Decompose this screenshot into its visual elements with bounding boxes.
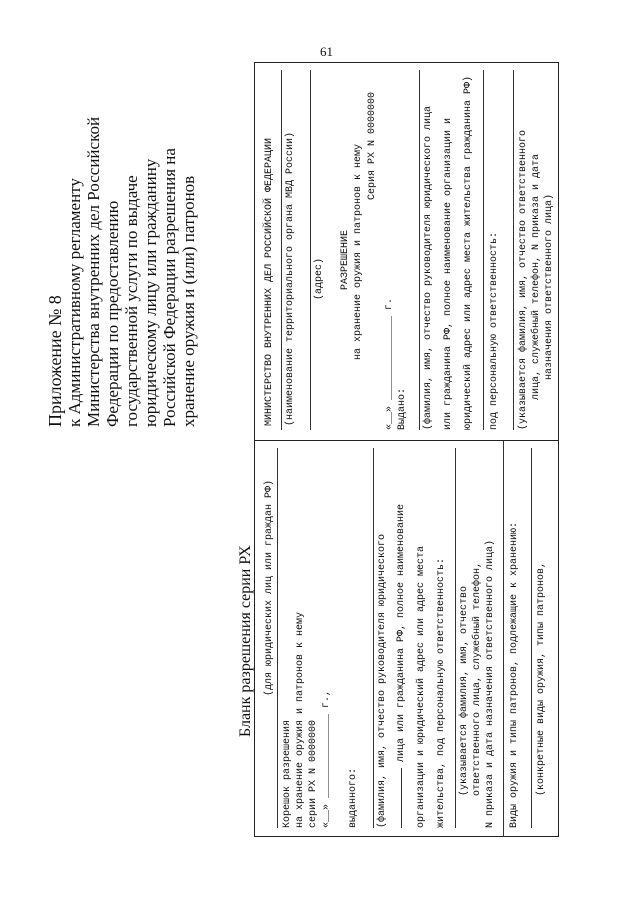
fill-line [513, 70, 514, 430]
heading-line: государственной услуги по выдаче [122, 175, 141, 427]
permit-hint: или гражданина РФ, полное наименование организации и [443, 117, 454, 430]
permit-subtitle: на хранение оружия и патронов к нему [353, 143, 364, 360]
fill-line [455, 448, 456, 828]
stub-date: «__» ______________ г., [321, 689, 332, 828]
stub-line: серии РХ N 0000000 [308, 719, 319, 828]
stub-hint: (фамилия, имя, отчество руководителя юридического [377, 533, 388, 828]
rotated-content [42, 62, 562, 837]
permit-hint: (наименование территориального органа МВД России) [285, 131, 296, 426]
appendix-heading [46, 67, 198, 427]
permit-hint: (фамилия, имя, отчество руководителя юридического лица [423, 105, 434, 430]
stub-note: (для юридических лиц или граждан РФ) [264, 479, 275, 696]
stub-hint: жительства, под персональную ответственность: [436, 557, 447, 828]
heading-line: к Административному регламенту [65, 178, 84, 427]
heading-line: Федерации по предоставлению [103, 200, 122, 427]
heading-line: Приложение № 8 [45, 295, 65, 427]
permit-hint: лица, служебный телефон, N приказа и дата [531, 153, 542, 400]
fill-line [419, 70, 420, 430]
permit-title: РАЗРЕШЕНИЕ [340, 229, 351, 290]
fill-line [483, 70, 484, 430]
page-number: 61 [320, 44, 333, 59]
section-line [503, 441, 504, 836]
fill-line [310, 70, 311, 430]
heading-line: хранение оружия и (или) патронов [179, 175, 198, 427]
fill-line [277, 448, 278, 828]
fill-line [531, 448, 532, 828]
permit-hint: назначения ответственного лица) [544, 193, 555, 380]
heading-line: Российской Федерации разрешения на [160, 148, 179, 427]
permit-stub [255, 441, 558, 836]
stub-hint: N приказа и дата назначения ответственного лица) [485, 539, 496, 828]
permit-hint: юридический адрес или адрес места жительства гражданина РФ) [463, 75, 474, 430]
permit-body [255, 61, 558, 440]
heading-line: Министерства внутренних дел Российской [84, 116, 103, 427]
stub-hint: организации и юридический адрес или адрес места [416, 545, 427, 828]
permit-ministry: МИНИСТЕРСТВО ВНУТРЕННИХ ДЕЛ РОССИЙСКОЙ ФЕДЕРАЦИИ [264, 137, 275, 426]
stub-hint: (указывается фамилия, имя, отчество [459, 585, 470, 796]
fill-line [401, 768, 402, 828]
fill-line [281, 70, 282, 430]
stub-line: на хранение оружия и патронов к нему [295, 611, 306, 828]
fill-line [373, 448, 374, 828]
permit-date: «__» ______________ г. [384, 297, 395, 430]
permit-issued-label: Выдано: [397, 387, 408, 430]
stub-issued-label: выданного: [348, 767, 359, 828]
stub-weapons-label: Виды оружия и типы патронов, подлежащие к хранению: [509, 521, 520, 828]
permit-hint: (указывается фамилия, имя, отчество ответственного [518, 129, 529, 430]
permit-series: Серия РХ N 0000000 [367, 91, 378, 200]
permit-resp-label: под персональную ответственность: [489, 231, 500, 430]
stub-hint: лица или гражданина РФ, полное наименование [396, 503, 407, 762]
permit-hint: (адрес) [314, 257, 325, 300]
stub-hint: (конкретные виды оружия, типы патронов, [536, 561, 547, 796]
stub-hint: ответственного лица, служебный телефон, [472, 561, 483, 796]
heading-line: юридическому лицу или гражданину [141, 158, 160, 427]
permit-form [254, 62, 559, 837]
blank-title: Бланк разрешения серии РХ [237, 545, 254, 737]
stub-line: Корешок разрешения [282, 719, 293, 828]
